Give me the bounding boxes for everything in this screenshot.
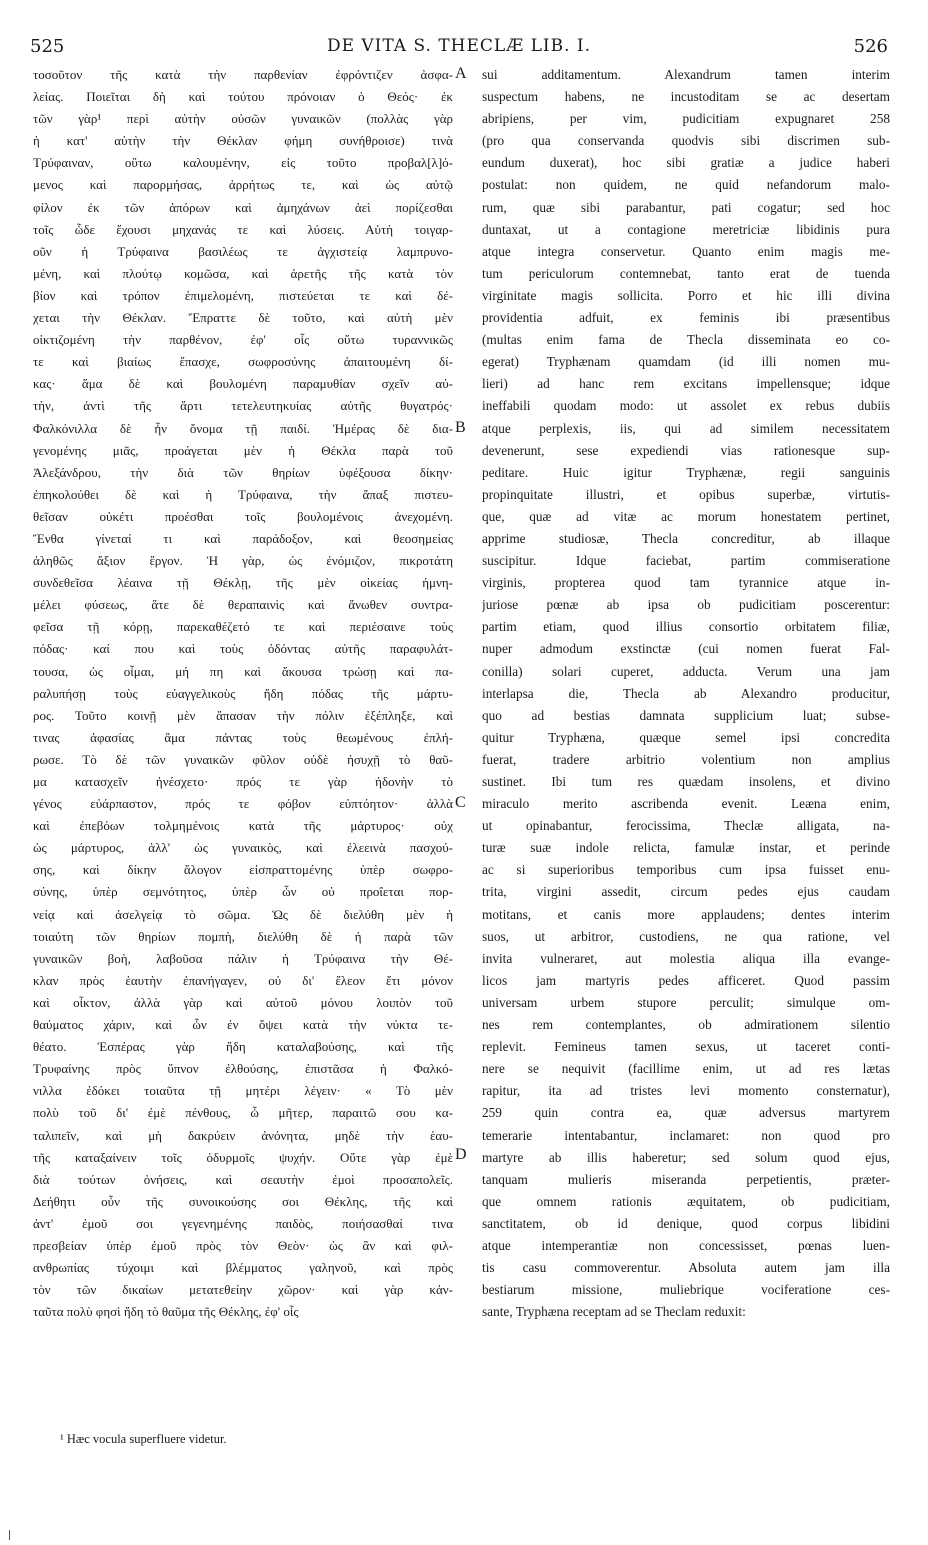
latin-text-line: (pro qua conservanda quodvis sibi discrimen sub- [482, 133, 890, 149]
section-marker-b: B [455, 419, 466, 436]
latin-text-line: atque intemperantiæ non concessisset, pœnas luen- [482, 1237, 890, 1253]
latin-text-line: juriose pœnæ ab ipsa ob pudicitiam poscerentur: [482, 597, 890, 613]
greek-text-line: Ἔνθα γίνεταί τι καὶ παράδοξον, καὶ θεοσημείας [33, 530, 453, 546]
greek-text-line: Τρυφαίνης πρὸς ὕπνον ἐλθούσης, ἐπιστᾶσα ἡ Φαλκό- [33, 1061, 453, 1077]
greek-text-line: Τρύφαιναν, οὕτω καλουμένην, εἰς τοῦτο προβαλ[λ]ό- [33, 155, 453, 171]
latin-text-line: trita, virgini assedit, circum pedes ejus caudam [482, 884, 890, 900]
latin-text-line: invita vulneraret, aut molestia aliqua illa evange- [482, 950, 890, 966]
greek-text-line: οῦν ἡ Τρύφαινα βασιλέως τε ἀγχιστείᾳ λαμπρυνο- [33, 243, 453, 259]
latin-text-line: que, quæ ad vitæ ac morum honestatem pertinet, [482, 508, 890, 524]
latin-text-line: que omnem rationis æquitatem, ob pudicitiam, [482, 1193, 890, 1209]
latin-text-line: postulat: non quidem, ne quid nefandorum malo- [482, 177, 890, 193]
latin-text-line: interlapsa die, Thecla ab Alexandro producitur, [482, 685, 890, 701]
latin-text-line: licos jam martyris pedes afficeret. Quod passim [482, 972, 890, 988]
greek-text-line: θέατο. Ἑσπέρας γὰρ ἤδη καταλαβούσης, καὶ τῆς [33, 1039, 453, 1055]
greek-text-line: ἐπηκολούθει δὲ καὶ ἡ Τρύφαινα, τὴν ἅπαξ πιστευ- [33, 486, 453, 502]
latin-text-line: propinquitate illustri, et opibus superbæ, virtutis- [482, 486, 890, 502]
latin-text-line: suscipitur. Idque faciebat, partim commiseratione [482, 553, 890, 569]
latin-text-line: nuper admodum exstinctæ (cui nomen fuerat Fal- [482, 641, 890, 657]
greek-text-line: ανθρωπίας τύχοιμι καὶ βλέμματος γαληνοῦ, καὶ πρὸς [33, 1260, 453, 1276]
greek-text-line: ταλιπεῖν, καὶ μὴ δακρύειν ἀνόνητα, μηδὲ τὴν ἑαυ- [33, 1127, 453, 1143]
greek-text-line: μένη, καὶ πλούτῳ κομῶσα, καὶ ἀρετῆς τῆς κατὰ τὸν [33, 265, 453, 281]
greek-text-line: τουσα, ὡς οἶμαι, μή πη καὶ ἄκουσα τρώσῃ καὶ πα- [33, 663, 453, 679]
latin-text-line: nere se nequivit (facillime enim, ut ad res lætas [482, 1061, 890, 1077]
greek-text-line: πόδας· καί που καὶ τοὺς ὀδόντας αὐτῆς παραφυλάτ- [33, 641, 453, 657]
greek-text-line: νείᾳ καὶ ἀσελγείᾳ τὸ σῶμα. Ὡς δὲ διελύθη μὲν ἡ [33, 906, 453, 922]
latin-text-line: martyre ab illis haberetur; sed solum quod ejus, [482, 1149, 890, 1165]
latin-text-line: egerat) Tryphænam quamdam (id illi nomen mu- [482, 354, 890, 370]
greek-text-line: ἀληθῶς ἄξιον ἔργον. Ἡ γὰρ, ὡς ἐνόμιζον, πικροτάτη [33, 553, 453, 569]
greek-text-line: θαύματος χάριν, καὶ ὧν ἐν ὄψει κατὰ τὴν νύκτα τε- [33, 1017, 453, 1033]
greek-text-line: μα κατασχεῖν ἠνέσχετο· πρός τε γὰρ ἡδονὴν τὸ [33, 774, 453, 789]
greek-text-line: ἀντ' ἐμοῦ σοι γεγενημένης παιδὸς, ποιήσασθαί τινα [33, 1215, 453, 1231]
latin-text-line: rapitur, ita ad tristes levi momento consternatur), [482, 1083, 890, 1099]
greek-text-line: Δεήθητι οὖν τῆς συνοικούσης σοι Θέκλης, τῆς καὶ [33, 1193, 453, 1209]
greek-text-line: Ἀλεξάνδρου, τὴν διὰ τῶν θηρίων ὑφέξουσα δίκην· [33, 464, 453, 480]
running-title: DE VITA S. THECLÆ LIB. I. [326, 36, 592, 56]
latin-text-line: 259 quin contra ea, quæ adversus martyrem [482, 1105, 890, 1121]
latin-text-line: tanquam mulieris miseranda perpetientis, præter- [482, 1171, 890, 1187]
latin-text-line: tis casu commoverentur. Absoluta autem jam illa [482, 1260, 890, 1276]
latin-text-line: providentia adfuit, ex feminis ibi præsentibus [482, 310, 890, 326]
latin-text-line: bestiarum missione, muliebrique vociferatione ces- [482, 1282, 890, 1298]
greek-text-line: ρωσε. Τὸ δὲ τῶν γυναικῶν φῦλον οὐδὲ ἡσυχῇ τὸ θαῦ- [33, 751, 453, 767]
latin-text-line: quitur Tryphæna, quæque semel ipsi concredita [482, 729, 890, 745]
latin-text-line: miraculo merito ascribenda evenit. Leæna enim, [482, 796, 890, 812]
greek-text-line: καὶ οἶκτον, ἀλλὰ γὰρ καὶ αὐτοῦ μόνου λοιπὸν τοῦ [33, 994, 453, 1010]
greek-column [33, 64, 453, 1323]
latin-text-line: peditare. Huic igitur Tryphænæ, regii sanguinis [482, 464, 890, 480]
latin-text-line: virginis, propterea quod tam tyrannice atque in- [482, 575, 890, 591]
latin-text-line: suspectum habens, ne incustoditam se ac desertam [482, 89, 890, 105]
greek-text-line: τὸν τῶν δικαίων μετατεθείην χῶρον· καὶ γὰρ κἀν- [33, 1282, 453, 1298]
greek-text-line: καὶ ἐπεβόων τολμημένοις κατὰ τῆς μάρτυρος· οὐχ [33, 818, 453, 834]
latin-text-line: duntaxat, ut a contagione meretriciæ libidinis pura [482, 221, 890, 237]
greek-text-line: χεται τὴν Θέκλαν. Ἔπραττε δὲ τοῦτο, καὶ αὐτὴ μὲν [33, 310, 453, 326]
greek-text-line: τῆς καταξαίνειν τοῖς ὀδυρμοῖς ψυχήν. Οὔτε γὰρ ἐμὲ [33, 1149, 453, 1165]
greek-text-line: σύνης, ὑπὲρ σεμνότητος, ὑπὲρ ὧν οὐ προΐεται πορ- [33, 884, 453, 900]
greek-text-line: συνδεθεῖσα λέαινα τῇ Θέκλῃ, τῆς μὲν οἰκείας ἠμνη- [33, 575, 453, 591]
latin-text-line: replevit. Femineus tamen sexus, ut taceret conti- [482, 1039, 890, 1055]
left-page-number: 525 [30, 36, 65, 57]
latin-text-line: (multas enim fama de Thecla disseminata eo co- [482, 332, 890, 348]
greek-text-line: φίλον ἐκ τῶν ἀπόρων καὶ ἀμηχάνων ἀεὶ πορίζεσθαι [33, 199, 453, 215]
latin-column [482, 64, 890, 1323]
latin-text-line: ac si superioribus temporibus cum ipsa fuisset enu- [482, 862, 890, 878]
greek-text-line: φεῖσα τῇ κόρῃ, παρεκαθέζετό τε καὶ περιέσαινε τοὺς [33, 619, 453, 635]
page-header [30, 36, 888, 66]
greek-text-line: μέλει φύσεως, ἅτε δὲ θεραπαινὶς καὶ ἄνωθεν συντρα- [33, 597, 453, 613]
section-marker-a: A [455, 65, 467, 82]
greek-text-line: ἡ κατ' αὐτὴν τὴν Θέκλαν φήμη συνήθροισε) τινὰ [33, 133, 453, 149]
margin-mark [9, 1530, 10, 1540]
latin-text-line: abripiens, per vim, pudicitiam expugnaret 258 [482, 111, 890, 127]
latin-text-line: apprime studiosæ, Thecla concreditur, ab illaque [482, 530, 890, 546]
latin-text-line: rum, quæ sibi parabantur, pati cogatur; sed hoc [482, 199, 890, 215]
greek-text-line: μενος καὶ παρορμήσας, ἀρρήτως τε, καὶ ὡς αὐτῷ [33, 177, 453, 193]
greek-text-line: γενομένης μιᾶς, προάγεται μὲν ἡ Θέκλα παρὰ τοῦ [33, 442, 453, 458]
greek-text-line: λείας. Ποιεῖται δὴ καὶ τούτου πρόνοιαν ὁ Θεός· ἐκ [33, 89, 453, 105]
greek-text-line: τε καὶ βιαίως ἔπασχε, σωφροσύνης ἀπαιτουμένη δί- [33, 354, 453, 370]
right-page-number: 526 [853, 36, 888, 57]
latin-text-line: lieri) ad hanc rem excitans impellensque; idque [482, 376, 890, 392]
greek-text-line: Φαλκόνιλλα δὲ ἦν ὄνομα τῇ παιδί. Ἡμέρας δὲ δια- [33, 420, 453, 436]
footnote: ¹ Hæc vocula superfluere videtur. [60, 1432, 227, 1446]
greek-text-line: διὰ τούτων ὀνήσεις, καὶ σεαυτὴν ἐμοὶ προσαπολεῖς. [33, 1171, 453, 1187]
latin-text-line: suos, ut arbitror, custodiens, ne qua ratione, vel [482, 928, 890, 944]
latin-text-line: nes rem contemplantes, ob admirationem silentio [482, 1017, 890, 1033]
greek-text-line: τοῖς ὧδε ἔχουσι μηχανάς τε καὶ λύσεις. Αὐτὴ τοιγαρ- [33, 221, 453, 237]
greek-text-line: ρος. Τοῦτο κοινῇ μὲν ἅπασαν τὴν πόλιν ἐξέπληξε, καὶ [33, 707, 453, 723]
section-marker-c: C [455, 794, 466, 811]
latin-text-line: atque integra conservetur. Quanto enim magis me- [482, 243, 890, 259]
greek-text-line: πρεσβείαν ὑπὲρ ἐμοῦ πρὸς τὸν Θεὸν· ὡς ἂν καὶ φιλ- [33, 1237, 453, 1253]
latin-text-line: sustinet. Ibi tum res quædam insolens, et divino [482, 774, 890, 789]
greek-text-line: οἰκτιζομένη τὴν παρθένον, ἐφ' οἷς οὕτω τυραννικῶς [33, 332, 453, 348]
greek-text-line: σης, καὶ δίκην ἄλογον εἰσπραττομένης ὑπὲρ σωφρο- [33, 862, 453, 878]
greek-text-line: τὴν, ἀντὶ τῆς ἄρτι τετελευτηκυίας αὐτῆς θυγατρός· [33, 398, 453, 414]
latin-text-line: eundum duxerat), hoc sibi gratiæ a judice haberi [482, 155, 890, 171]
latin-text-line: ut opinabantur, ferocissima, Theclæ alligata, na- [482, 818, 890, 834]
greek-text-line: κλαν πρὸς ἑαυτὴν ἐπανήγαγεν, οὐ δι' ἔλεον ἔτι μόνον [33, 972, 453, 988]
latin-text-line: partim etiam, quod illius consortio orbitatem filiæ, [482, 619, 890, 635]
section-marker-d: D [455, 1146, 467, 1163]
latin-text-line: quo ad bestias damnata supplicium luat; subse- [482, 707, 890, 723]
greek-text-line: τοιαύτη τῶν θηρίων πομπὴ, διελύθη δὲ ἡ παρὰ τῶν [33, 928, 453, 944]
latin-text-line: motitans, et canis more applaudens; dentes interim [482, 906, 890, 922]
latin-text-line: fuerat, tradere arbitrio volentium non amplius [482, 751, 890, 767]
greek-text-line: γυναικῶν βοὴ, λαβοῦσα πάλιν ἡ Τρύφαινα τὴν Θέ- [33, 950, 453, 966]
latin-text-line: virginitate magis sollicita. Porro et hic illi divina [482, 287, 890, 303]
greek-text-line: τῶν γὰρ¹ περὶ αὐτὴν οὐσῶν γυναικῶν (πολλὰς γὰρ [33, 111, 453, 127]
latin-text-line: sui additamentum. Alexandrum tamen interim [482, 67, 890, 82]
latin-text-line: sanctitatem, ob id denique, quod corpus libidini [482, 1215, 890, 1231]
greek-text-line: ταῦτα πολὺ φησὶ ἤδη τὸ θαῦμα τῆς Θέκλης, ἐφ' οἷς [33, 1304, 299, 1320]
greek-text-line: ραλυπήσῃ τοὺς εὐαγγελικοὺς ἤδη πόδας τῆς μάρτυ- [33, 685, 453, 701]
latin-text-line: tum periculorum contemnebat, tanto erat de tuenda [482, 265, 890, 281]
greek-text-line: κας· ἅμα δὲ καὶ βουλομένη παραμυθίαν σχεῖν αὐ- [33, 376, 453, 392]
greek-text-line: πολὺ τοῦ δι' ἐμὲ πένθους, ὦ μῆτερ, παραιτῶ σου κα- [33, 1105, 453, 1121]
greek-text-line: θεῖσαν οὐκέτι προέσθαι τοῖς βουλομένοις ἀνεχομένη. [33, 508, 453, 524]
greek-text-line: ὡς μάρτυρος, ἀλλ' ὡς γυναικὸς, καὶ ἐλεεινὰ πασχού- [33, 840, 453, 856]
greek-text-line: γένος εὐάρπαστον, πρός τε φόβον εὐπτόητον· ἀλλὰ [33, 796, 453, 812]
greek-text-line: βίον καὶ τρόπον ἐπιμελομένη, πιστεύεται τε καὶ δέ- [33, 287, 453, 303]
latin-text-line: conilla) solari cuperet, adducta. Verum una jam [482, 663, 890, 679]
greek-text-line: νιλλα ἐδόκει τοιαῦτα τῇ μητέρι λέγειν· « Τὸ μὲν [33, 1083, 453, 1099]
latin-text-line: universam urbem stupore perculit; simulque om- [482, 994, 890, 1010]
latin-text-line: ineffabili quodam modo: ut assolet ex rebus dubiis [482, 398, 890, 414]
latin-text-line: sante, Tryphæna receptam ad se Theclam reduxit: [482, 1304, 746, 1320]
latin-text-line: devenerunt, sese expediendi vias rationesque sup- [482, 442, 890, 458]
latin-text-line: atque perplexis, iis, qui ad similem necessitatem [482, 420, 890, 436]
greek-text-line: τοσοῦτον τῆς κατὰ τὴν παρθενίαν ἐφρόντιζεν ἀσφα- [33, 67, 453, 82]
latin-text-line: turæ suæ indole relicta, famulæ instar, et perinde [482, 840, 890, 856]
greek-text-line: τινας ἀφασίας ἅμα πάντας τοὺς θεωμένους ἐπλή- [33, 729, 453, 745]
latin-text-line: temerarie intentabantur, inclamaret: non quod pro [482, 1127, 890, 1143]
